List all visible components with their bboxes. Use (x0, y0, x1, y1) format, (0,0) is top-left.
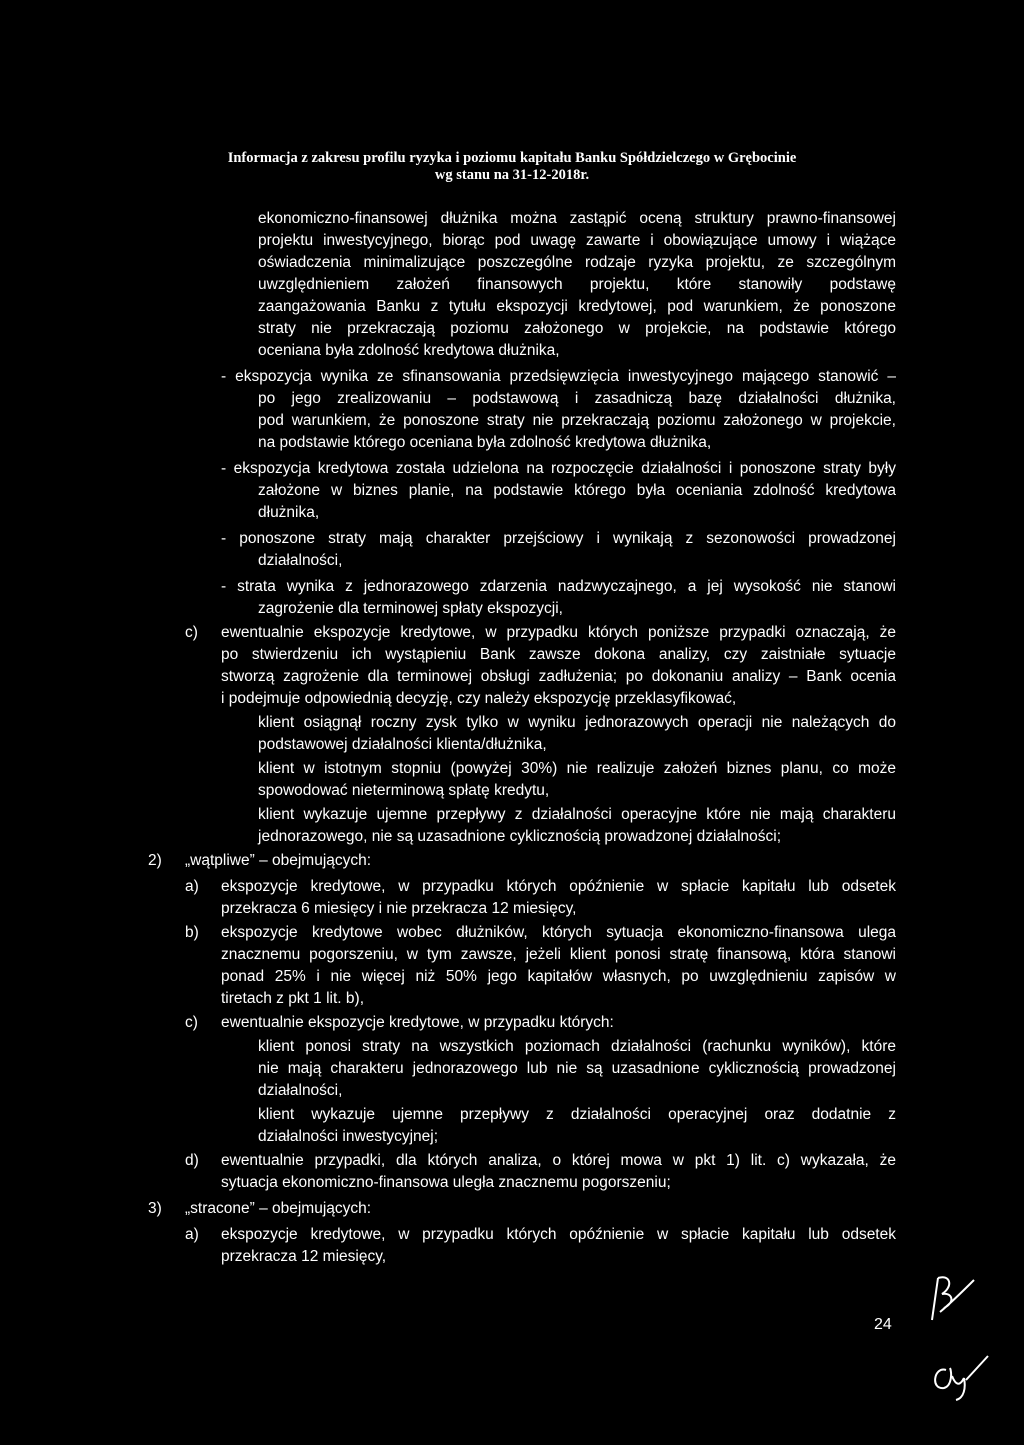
text-line: założone w biznes planie, na podstawie którego była oceniania zdolność kredytowa (258, 482, 896, 499)
text-line: działalności inwestycyjnej; (258, 1128, 439, 1145)
text-line: klient w istotnym stopniu (powyżej 30%) nie realizuje założeń biznes planu, co może (258, 760, 896, 777)
text-line: przekracza 6 miesięcy i nie przekracza 12 miesięcy, (221, 900, 577, 917)
dash-item: - ekspozycja kredytowa została udzielona na rozpoczęcie działalności i ponoszone straty były (221, 460, 896, 477)
list-label: 2) (148, 852, 162, 869)
text-line: stworzą zagrożenie dla terminowej obsługi zadłużenia; po dokonaniu analizy – Bank ocenia (221, 668, 896, 685)
section-heading: „wątpliwe” – obejmujących: (185, 852, 372, 869)
text-line: projektu inwestycyjnego, biorąc pod uwagę zawarte i obowiązujące umowy i wiążące (258, 232, 896, 249)
list-label: c) (185, 1014, 198, 1031)
header-date: wg stanu na 31-12-2018r. (434, 167, 590, 183)
text-line: uwzględnieniem założeń finansowych projektu, które stanowiły podstawę (258, 276, 896, 293)
text-line: znacznemu pogorszeniu, w tym zawsze, jeżeli klient ponosi stratę finansową, która stanowi (221, 946, 896, 963)
text-line: tiretach z pkt 1 lit. b), (221, 990, 364, 1007)
dash-item: - ponoszone straty mają charakter przejściowy i wynikają z sezonowości prowadzonej (221, 530, 896, 547)
list-label: c) (185, 624, 198, 641)
text-line: ekspozycje kredytowe, w przypadku których opóźnienie w spłacie kapitału lub odsetek (221, 1226, 896, 1243)
list-label: 3) (148, 1200, 162, 1217)
list-label: a) (185, 1226, 199, 1243)
text-line: straty nie przekraczają poziomu założonego w projekcie, na podstawie którego (258, 320, 896, 337)
text-line: zagrożenie dla terminowej spłaty ekspozycji, (258, 600, 563, 617)
list-label: a) (185, 878, 199, 895)
text-line: sytuacja ekonomiczno-finansowa uległa znacznemu pogorszeniu; (221, 1174, 671, 1191)
text-line: ewentualnie ekspozycje kredytowe, w przypadku których poniższe przypadki oznaczają, że (221, 624, 896, 641)
page-number: 24 (874, 1316, 892, 1333)
text-line: po jego zrealizowaniu – podstawową i zasadniczą bazę działalności dłużnika, (258, 390, 896, 407)
text-line: i podejmuje odpowiednią decyzję, czy należy ekspozycję przeklasyfikować, (221, 690, 737, 707)
text-line: po stwierdzeniu ich wystąpieniu Bank zawsze dokona analizy, czy zaistniałe sytuacje (221, 646, 896, 663)
text-line: na podstawie którego oceniana była zdolność kredytowa dłużnika, (258, 434, 712, 451)
text-line: ekspozycje kredytowe, w przypadku których opóźnienie w spłacie kapitału lub odsetek (221, 878, 896, 895)
text-line: ewentualnie ekspozycje kredytowe, w przypadku których: (221, 1014, 614, 1031)
document-header (0, 150, 1024, 184)
header-title: Informacja z zakresu profilu ryzyka i poziomu kapitału Banku Spółdzielczego w Grębocinie (227, 150, 797, 166)
text-line: działalności, (258, 1082, 343, 1099)
text-line: klient wykazuje ujemne przepływy z działalności operacyjnej oraz dodatnie z (258, 1106, 896, 1123)
text-line: ekonomiczno-finansowej dłużnika można zastąpić oceną struktury prawno-finansowej (258, 210, 896, 227)
text-line: spowodować nieterminową spłatę kredytu, (258, 782, 550, 799)
list-label: d) (185, 1152, 199, 1169)
text-line: ponad 25% i nie więcej niż 50% jego kapitałów własnych, po uwzględnieniu zapisów w (221, 968, 896, 985)
text-line: przekracza 12 miesięcy, (221, 1248, 387, 1265)
text-line: działalności, (258, 552, 343, 569)
initials-signature-top (918, 1272, 978, 1324)
text-line: zaangażowania Banku z tytułu ekspozycji kredytowej, pod warunkiem, że ponoszone (258, 298, 896, 315)
text-line: podstawowej działalności klienta/dłużnika, (258, 736, 547, 753)
text-line: ekspozycje kredytowe wobec dłużników, których sytuacja ekonomiczno-finansowa ulega (221, 924, 896, 941)
text-line: nie mają charakteru jednorazowego lub nie są uzasadnione cyklicznością prowadzonej (258, 1060, 896, 1077)
text-line: klient osiągnął roczny zysk tylko w wyniku jednorazowych operacji nie należących do (258, 714, 896, 731)
text-line: ewentualnie przypadki, dla których analiza, o której mowa w pkt 1) lit. c) wykazała, że (221, 1152, 896, 1169)
dash-item: - strata wynika z jednorazowego zdarzenia nadzwyczajnego, a jej wysokość nie stanowi (221, 578, 896, 595)
text-line: pod warunkiem, że ponoszone straty nie przekraczają poziomu założonego w projekcie, (258, 412, 896, 429)
list-label: b) (185, 924, 199, 941)
text-line: klient ponosi straty na wszystkich poziomach działalności (rachunku wyników), które (258, 1038, 896, 1055)
section-heading: „stracone” – obejmujących: (185, 1200, 372, 1217)
text-line: jednorazowego, nie są uzasadnione cyklicznością prowadzonej działalności; (258, 828, 782, 845)
text-line: klient wykazuje ujemne przepływy z działalności operacyjne które nie mają charakteru (258, 806, 896, 823)
text-line: oświadczenia minimalizujące poszczególne rodzaje ryzyka projektu, ze szczególnym (258, 254, 896, 271)
text-line: dłużnika, (258, 504, 320, 521)
text-line: oceniana była zdolność kredytowa dłużnika, (258, 342, 560, 359)
initials-signature-bottom (926, 1352, 992, 1402)
dash-item: - ekspozycja wynika ze sfinansowania przedsięwzięcia inwestycyjnego mającego stanowić – (221, 368, 896, 385)
